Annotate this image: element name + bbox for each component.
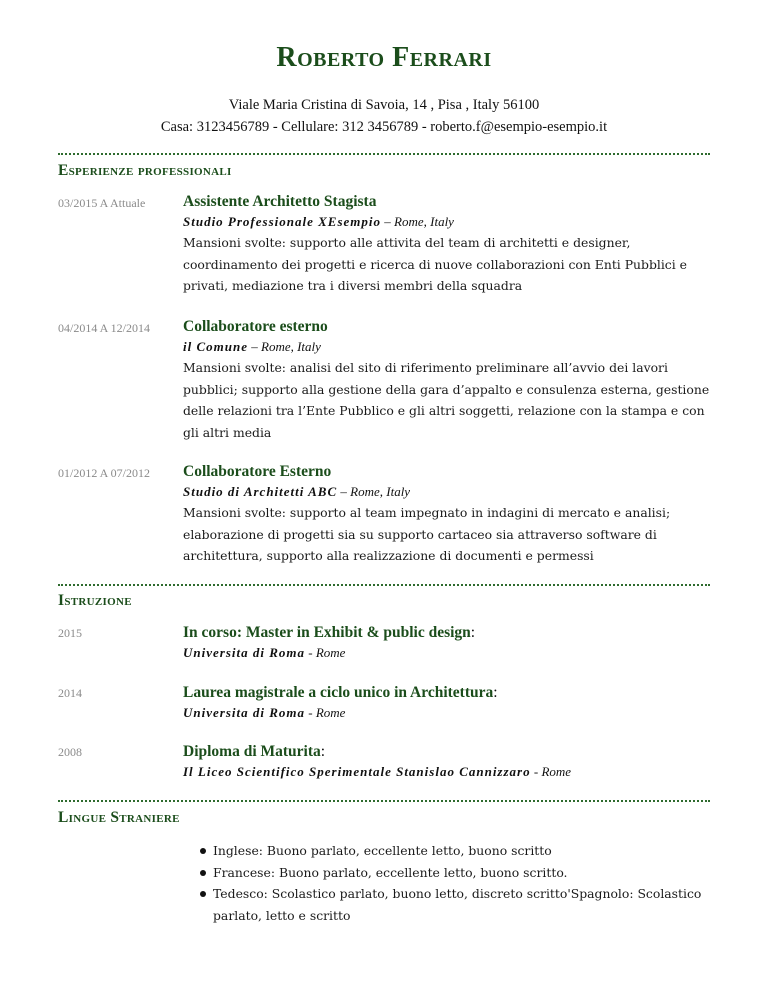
organization-name: Studio Professionale XEsempio (183, 214, 382, 229)
experience-description: Mansioni svolte: supporto al team impegnato in indagini di mercato e analisi; elaborazione di progetti sia su supporto cartaceo sia attraverso software di architettura, supporto alla realizzazione di documenti e permessi (183, 505, 671, 563)
organization-location: – Rome, Italy (337, 484, 411, 499)
experience-entry (183, 462, 713, 567)
institution-location: - Rome (305, 645, 346, 660)
language-list (183, 840, 713, 926)
education-entry (183, 623, 713, 663)
organization-name: Studio di Architetti ABC (183, 484, 338, 499)
institution-location: - Rome (305, 705, 346, 720)
experience-date: 04/2014 A 12/2014 (58, 321, 151, 335)
degree-colon: : (470, 624, 476, 641)
degree-title: Diploma di Maturita (183, 743, 321, 760)
degree-title: In corso: Master in Exhibit & public design (183, 624, 471, 641)
experience-description: Mansioni svolte: supporto alle attivita del team di architetti e designer, coordinamento dei progetti e ricerca di nuove collaborazioni con Enti Pubblici e privati, mediazione tra i diversi membri della squadra (183, 235, 687, 293)
section-divider (58, 800, 710, 802)
institution-location: - Rome (530, 764, 572, 779)
experience-entry (183, 192, 713, 297)
section-title-experience: Esperienze professionali (58, 162, 232, 179)
experience-role: Assistente Architetto Stagista (183, 193, 377, 210)
education-date: 2008 (58, 745, 82, 759)
degree-colon: : (493, 684, 498, 701)
experience-date: 03/2015 A Attuale (58, 196, 146, 210)
education-degree (183, 742, 713, 761)
address-line: Viale Maria Cristina di Savoia, 14 , Pisa , Italy 56100 (228, 97, 540, 113)
organization-location: – Rome, Italy (248, 339, 321, 354)
institution-name: Il Liceo Scientifico Sperimentale Stanislao Cannizzaro (183, 764, 531, 779)
experience-organization (183, 211, 713, 232)
degree-title: Laurea magistrale a ciclo unico in Architettura (183, 684, 494, 701)
education-degree (183, 683, 713, 702)
experience-date: 01/2012 A 07/2012 (58, 466, 151, 480)
experience-organization (183, 336, 713, 357)
education-entry (183, 742, 713, 782)
organization-name: il Comune (183, 339, 248, 354)
experience-organization (183, 481, 713, 502)
bullet-icon (200, 891, 206, 897)
degree-colon: : (320, 743, 326, 760)
education-institution (183, 642, 713, 663)
education-institution (183, 761, 713, 782)
experience-role: Collaboratore esterno (183, 318, 328, 335)
language-entry: Francese: Buono parlato, eccellente letto, buono scritto. (213, 864, 568, 880)
bullet-icon (200, 848, 206, 854)
bullet-icon (200, 870, 206, 876)
section-title-education: Istruzione (58, 592, 132, 609)
education-date: 2015 (58, 626, 82, 640)
education-institution (183, 702, 713, 723)
education-date: 2014 (58, 686, 82, 700)
section-divider (58, 584, 710, 586)
experience-description: Mansioni svolte: analisi del sito di riferimento preliminare all’avvio dei lavori pubblici; supporto alla gestione della gara d’appalto e consulenza esterna, gestione delle relazioni tra l’Ente Pubblico e gli altri soggetti, relazione con la stampa e con gli altri media (183, 360, 710, 440)
education-entry (183, 683, 713, 723)
experience-role: Collaboratore Esterno (183, 463, 332, 480)
institution-name: Universita di Roma (183, 705, 306, 720)
experience-entry (183, 317, 713, 443)
section-title-languages: Lingue Straniere (58, 809, 180, 826)
section-divider (58, 153, 710, 155)
list-item (183, 840, 713, 862)
candidate-name: Roberto Ferrari (276, 42, 492, 73)
list-item (183, 883, 713, 926)
education-degree (183, 623, 713, 642)
list-item (183, 862, 713, 884)
language-entry: Inglese: Buono parlato, eccellente letto, buono scritto (213, 843, 552, 858)
organization-location: – Rome, Italy (381, 214, 454, 229)
language-entry: Tedesco: Scolastico parlato, buono letto, discreto scritto'Spagnolo: Scolastico parlato, letto e scritto (213, 886, 702, 923)
contact-line: Casa: 3123456789 - Cellulare: 312 3456789 - roberto.f@esempio-esempio.it (160, 119, 608, 135)
institution-name: Universita di Roma (183, 645, 306, 660)
